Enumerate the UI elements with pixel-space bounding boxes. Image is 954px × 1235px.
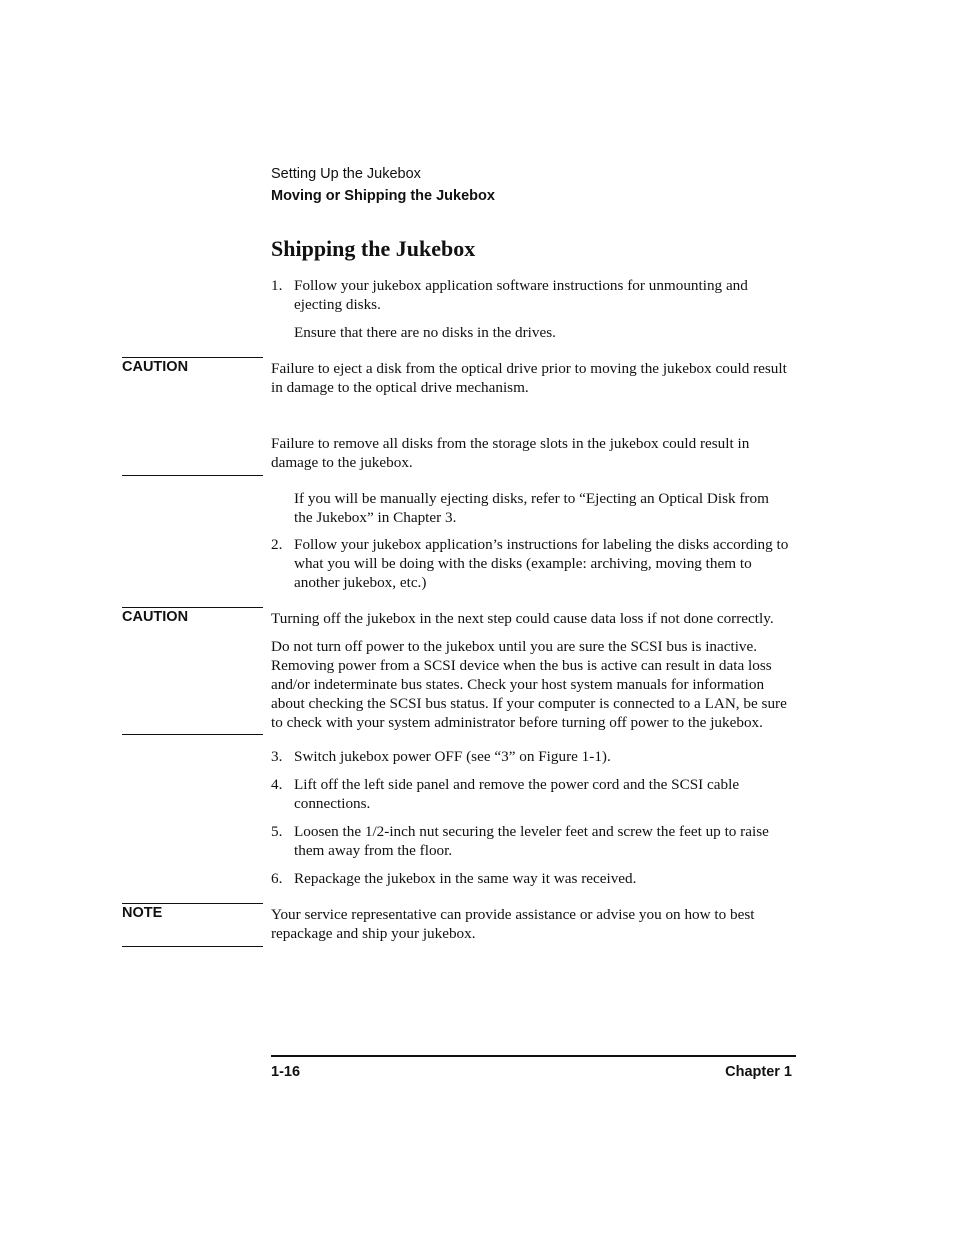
caution-top-rule xyxy=(122,607,263,608)
running-header-section: Setting Up the Jukebox xyxy=(271,166,421,182)
note-bottom-rule xyxy=(122,946,263,947)
list-item xyxy=(271,822,796,860)
page-number: 1-16 xyxy=(271,1064,301,1080)
note-text: Your service representative can provide assistance or advise you on how to best repackage and ship your jukebox. xyxy=(271,906,755,942)
note-label: NOTE xyxy=(122,905,163,921)
caution-top-rule xyxy=(122,357,263,358)
list-item-text: Lift off the left side panel and remove the power cord and the SCSI cable connections. xyxy=(294,776,740,812)
caution-text: Failure to eject a disk from the optical drive prior to moving the jukebox could result in damage to the optical drive mechanism. xyxy=(271,360,787,396)
list-item-number: 6. xyxy=(271,870,283,887)
caution-text: Do not turn off power to the jukebox until you are sure the SCSI bus is inactive. Removing power from a SCSI device when the bus is active can result in data loss and/or indeterminate bus states. Check your host system manuals for information about checking the SCSI bus status. If your computer is connected to a LAN, be sure to check with your system administrator before turning off power to the jukebox. xyxy=(271,638,787,731)
list-item-number: 2. xyxy=(271,536,283,553)
footer-rule xyxy=(271,1055,796,1057)
caution-bottom-rule xyxy=(122,475,263,476)
caution-bottom-rule xyxy=(122,734,263,735)
list-item-number: 1. xyxy=(271,277,283,294)
list-item xyxy=(271,775,796,813)
list-item-number: 5. xyxy=(271,823,283,840)
caution-label: CAUTION xyxy=(122,609,189,625)
caution-text: Turning off the jukebox in the next step could cause data loss if not done correctly. xyxy=(271,610,774,627)
chapter-label: Chapter 1 xyxy=(725,1064,792,1080)
list-item-text: Switch jukebox power OFF (see “3” on Figure 1-1). xyxy=(294,748,611,765)
list-item-text: Loosen the 1/2-inch nut securing the leveler feet and screw the feet up to raise them away from the floor. xyxy=(294,823,769,859)
list-item-number: 3. xyxy=(271,748,283,765)
list-item xyxy=(271,276,796,314)
note-top-rule xyxy=(122,903,263,904)
step-note: Ensure that there are no disks in the drives. xyxy=(294,324,556,341)
caution-label: CAUTION xyxy=(122,359,189,375)
cross-reference-note: If you will be manually ejecting disks, refer to “Ejecting an Optical Disk from the Jukebox” in Chapter 3. xyxy=(294,490,769,526)
list-item-text: Follow your jukebox application’s instructions for labeling the disks according to what you will be doing with the disks (example: archiving, moving them to another jukebox, etc.) xyxy=(294,536,789,591)
list-item xyxy=(271,535,796,592)
list-item-text: Follow your jukebox application software instructions for unmounting and ejecting disks. xyxy=(294,277,748,313)
caution-text: Failure to remove all disks from the storage slots in the jukebox could result in damage to the jukebox. xyxy=(271,435,750,471)
list-item-text: Repackage the jukebox in the same way it was received. xyxy=(294,870,637,887)
page-title: Shipping the Jukebox xyxy=(271,236,476,261)
list-item-number: 4. xyxy=(271,776,283,793)
list-item xyxy=(271,747,796,766)
list-item xyxy=(271,869,796,888)
running-header-subsection: Moving or Shipping the Jukebox xyxy=(271,188,495,204)
